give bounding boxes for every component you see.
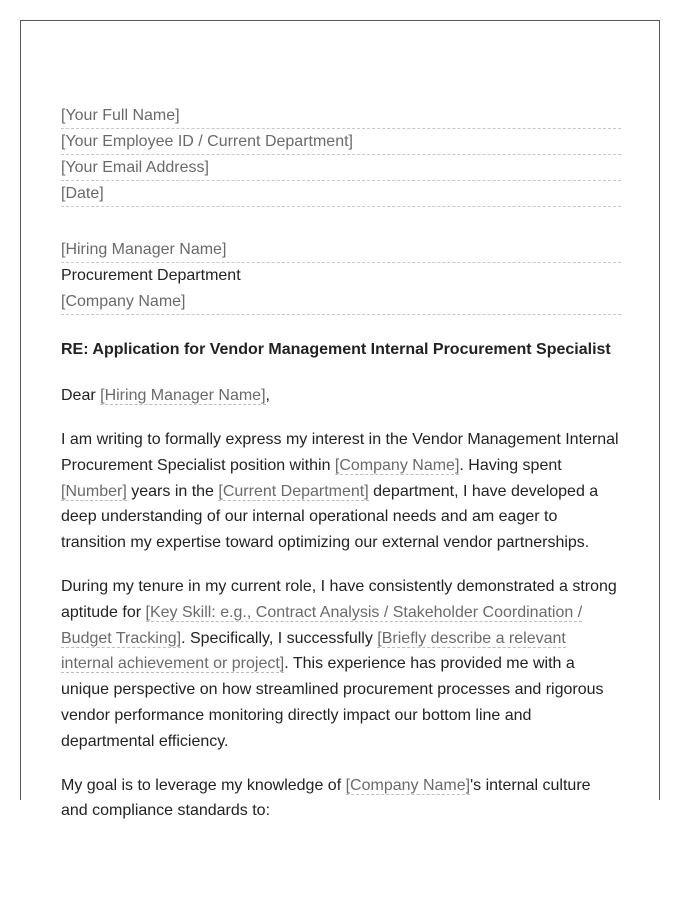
body-paragraph-1 [61,427,621,556]
paragraph-1-text-2: . Having spent [459,456,562,474]
paragraph-2-text-3: . This experience has provided me with a unique perspective on how streamlined procurement processes and rigorous vendor performance monitoring directly impact our bottom line and departmental efficiency. [61,655,604,750]
paragraph-1-text-4: department, I have developed a deep understanding of our internal operational needs and am eager to transition my expertise toward optimizing our external vendor partnerships. [61,482,599,552]
salutation-prefix: Dear [61,387,101,404]
salutation-suffix: , [265,387,270,404]
sender-employee-id-field[interactable]: [Your Employee ID / Current Department] [61,129,621,155]
company-name-field[interactable]: [Company Name] [61,289,621,315]
achievement-placeholder[interactable]: [Briefly describe a relevant internal achievement or project] [61,629,566,673]
current-department-placeholder[interactable]: [Current Department] [218,482,369,500]
paragraph-3-text-1: My goal is to leverage my knowledge of [61,776,346,794]
letter-content [61,103,621,824]
sender-block [61,103,621,207]
recipient-block [61,237,621,315]
sender-email-field[interactable]: [Your Email Address] [61,155,621,181]
subject-line: RE: Application for Vendor Management Internal Procurement Specialist [61,341,611,358]
paragraph-3-text-2: 's internal culture and compliance standards to: [61,776,591,820]
sender-full-name-field[interactable]: [Your Full Name] [61,103,621,129]
years-number-placeholder[interactable]: [Number] [61,482,127,500]
body-paragraph-2 [61,574,621,755]
company-name-placeholder[interactable]: [Company Name] [334,456,460,474]
paragraph-1-text-1: I am writing to formally express my interest in the Vendor Management Internal Procurement Specialist position within [61,431,619,474]
paragraph-2-text-1: During my tenure in my current role, I have consistently demonstrated a strong aptitude for [61,577,617,621]
salutation-name-placeholder[interactable]: [Hiring Manager Name] [100,387,266,404]
recipient-department: Procurement Department [61,267,241,284]
paragraph-2-text-2: . Specifically, I successfully [181,629,378,647]
company-name-placeholder-2[interactable]: [Company Name] [345,776,471,794]
body-paragraph-3 [61,773,621,825]
letter-page [20,20,660,820]
hiring-manager-field[interactable]: [Hiring Manager Name] [61,237,621,263]
salutation [61,383,621,409]
date-field[interactable]: [Date] [61,181,621,207]
paragraph-1-text-3: years in the [126,482,219,500]
key-skill-placeholder[interactable]: [Key Skill: e.g., Contract Analysis / Stakeholder Coordination / Budget Tracking] [61,603,583,647]
